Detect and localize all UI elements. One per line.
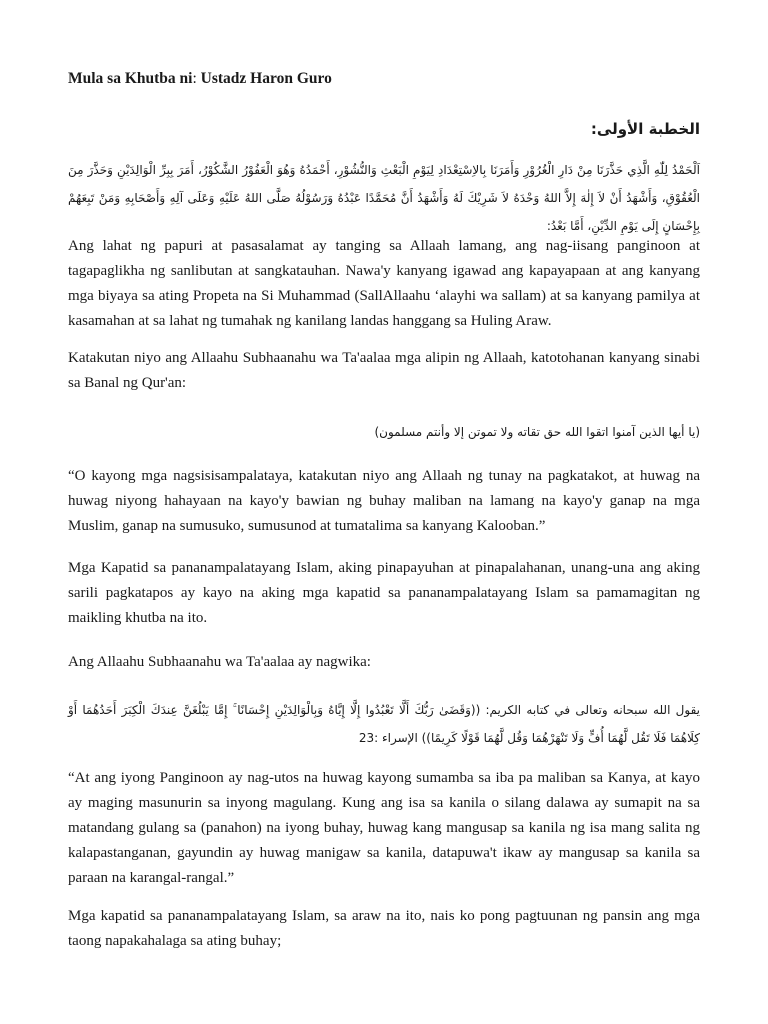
- paragraph-verse-translation: “O kayong mga nagsisisampalataya, katakutan niyo ang Allaah ng tunay na pagkatakot, at huwag na huwag niyong hahayaan na kayo'y bawian ng buhay maliban na lamang na kayo'y ganap na mga Muslim, ganap na sumusuko, sumusunod at tumatalima sa kanyang Kalooban.”: [68, 468, 700, 534]
- source-prefix: Mula sa Khutba ni: [68, 70, 193, 87]
- arabic-verse-taqwa: (يا أيها الذين آمنوا اتقوا الله حق تقاته ولا تموتن إلا وأنتم مسلمون): [374, 425, 700, 439]
- arabic-verse-parents: يقول الله سبحانه وتعالى في كتابه الكريم: ((وَقَضَىٰ رَبُّكَ أَلَّا تَعْبُدُوا إِلَّا إِيَّاهُ وَبِالْوَالِدَيْنِ إِحْسَانًا ۚ إِمَّا يَبْلُغَنَّ عِندَكَ الْكِبَرَ أَحَدُهُمَا أَوْ كِلَاهُمَا فَلَا تَقُل لَّهُمَا أُفٍّ وَلَا تَنْهَرْهُمَا وَقُل لَّهُمَا قَوْلًا كَرِيمًا)) الإسراء :23: [68, 703, 700, 745]
- khutba-heading: الخطبة الأولى:: [590, 120, 700, 138]
- arabic-opening-praise: اَلْحَمْدُ لِلّٰهِ الَّذِي حَذَّرَنَا مِنْ دَارِ الْغُرُوْرِ وَأَمَرَنَا بِالاِسْتِعْدَادِ لِيَوْمِ الْبَعْثِ وَالنُّشُوْرِ، أَحْمَدُهُ وَهُوَ الْعَفُوْرُ الشَّكُوْرُ، أَمَرَ بِبِرِّ الْوَالِدَيْنِ وَحَذَّرَ مِنَ الْعُقُوْقِ، وَأَشْهَدُ أَنْ لاَ إِلٰهَ إِلاَّ اللهُ وَحْدَهُ لاَ شَرِيْكَ لَهُ وَأَشْهَدُ أَنَّ مُحَمَّدًا عَبْدُهُ وَرَسُوْلُهُ صَلَّى اللهُ عَلَيْهِ وَعَلَى آلِهِ وَأَصْحَابِهِ وَمَنْ تَبِعَهُمْ بِإِحْسَانٍ إِلَى يَوْمِ الدِّيْنِ، أَمَّا بَعْدُ:: [68, 163, 700, 233]
- paragraph-fear-allah: Katakutan niyo ang Allaahu Subhaanahu wa Ta'aalaa mga alipin ng Allaah, katotohanan kanyang sinabi sa Banal ng Qur'an:: [68, 350, 700, 391]
- paragraph-praise: Ang lahat ng papuri at pasasalamat ay tanging sa Allaah lamang, ang nag-iisang panginoon at tagapaglikha ng sanlibutan at sangkatauhan. Nawa'y kanyang igawad ang kapayapaan at ang kanyang mga biyaya sa ating Propeta na Si Muhammad (SallAllaahu ‘alayhi wa sallam) at sa kanyang pamilya at kasamahan at sa lahat ng tumahak ng kanilang landas hanggang sa Huling Araw.: [68, 238, 700, 329]
- speaker-name: Ustadz Haron Guro: [196, 70, 332, 87]
- paragraph-advice: Mga Kapatid sa pananampalatayang Islam, aking pinapayuhan at pinapalahanan, unang-una ang aking sarili pagkatapos ay kayo na aking mga kapatid sa pananampalatayang Islam sa pamamagitan ng maikling khutba na ito.: [68, 560, 700, 626]
- source-line: [68, 70, 332, 88]
- paragraph-allah-said: Ang Allaahu Subhaanahu wa Ta'aalaa ay nagwika:: [68, 654, 371, 670]
- paragraph-parents-translation: “At ang iyong Panginoon ay nag-utos na huwag kayong sumamba sa iba pa maliban sa Kanya, at kayo ay maging masunurin sa inyong magulang. Kung ang isa sa kanila o silang dalawa ay sumapit na sa matandang gulang sa (panahon) na iyong buhay, huwag kang mangusap sa kanila ng isa mang salita ng kalapastanganan, gayundin ay huwag manigaw sa kanila, datapuwa't ikaw ay mangusap sa kanila sa paraan na karangal-rangal.”: [68, 770, 700, 886]
- source-colon: :: [192, 70, 197, 87]
- paragraph-important-people: Mga kapatid sa pananampalatayang Islam, sa araw na ito, nais ko pong pagtuunan ng pansin ang mga taong napakahalaga sa ating buhay;: [68, 908, 700, 949]
